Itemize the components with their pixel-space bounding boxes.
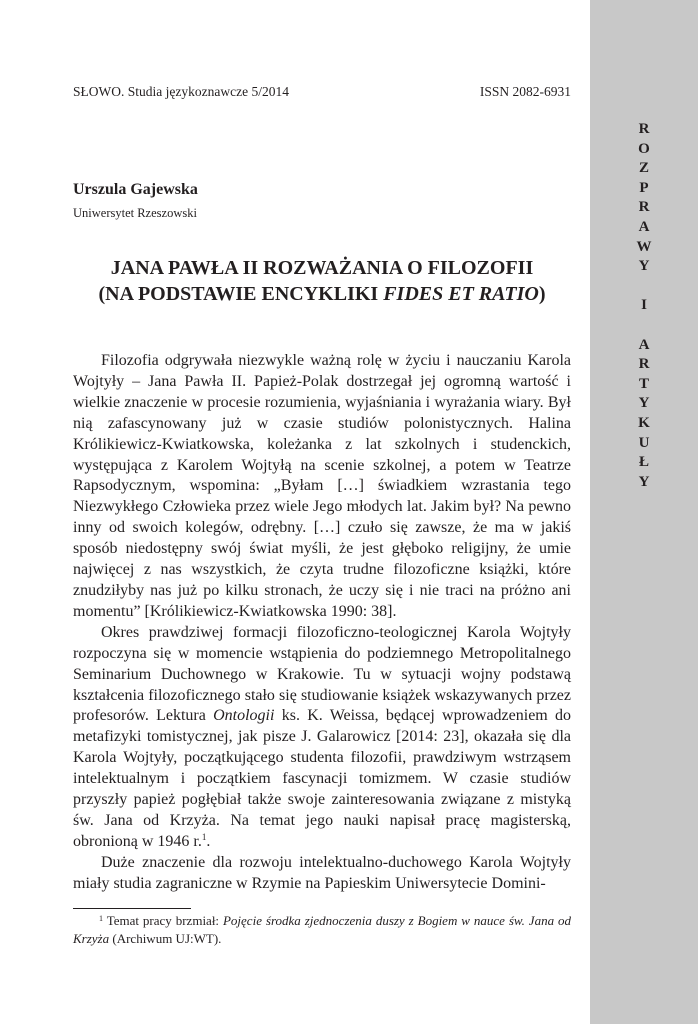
side-tab-letter: Y	[638, 395, 650, 412]
paragraph-3: Duże znaczenie dla rozwoju intelektualno-duchowego Karola Wojtyły miały studia zagraniczne w Rzymie na Papieskim Uniwersytecie Domini-	[73, 853, 571, 892]
footnote-italic: Pojęcie środka zjednoczenia duszy z Bogiem w nauce św. Jana od Krzyża	[73, 913, 572, 946]
footnote-divider	[73, 908, 191, 909]
paragraph-2-part-c: .	[206, 832, 211, 850]
side-tab-letter: R	[638, 121, 650, 137]
side-tab-letter: U	[638, 434, 650, 451]
footnote-ref[interactable]: 1	[201, 831, 207, 842]
footnote	[73, 912, 571, 948]
footnote-post: (Archiwum UJ:WT).	[109, 931, 222, 946]
title-line-2-pre: (NA PODSTAWIE ENCYKLIKI	[98, 283, 384, 305]
side-tab-letter: Ł	[638, 454, 649, 471]
title-line-2-post: )	[538, 283, 546, 305]
paragraph-2-italic: Ontologii	[213, 707, 275, 725]
title-line-1: JANA PAWŁA II ROZWAŻANIA O FILOZOFII	[110, 257, 534, 279]
paragraph-2-part-b: ks. K. Weissa, będącej wprowadzeniem do metafizyki tomistycznej, jak pisze J. Galarowicz [2014: 23], okazała się dla Karola Wojtyły, początkującego studenta filozofii, prawdziwym wstrząsem intelektualnym i początkiem fascynacji tomizmem. W czasie studiów przyszły papież pogłębiał także swoje zainteresowania związane z mistyką św. Jana od Krzyża. Na temat jego nauki napisał pracę magisterską, obronioną w 1946 r.	[73, 707, 572, 850]
title-encyclical: FIDES ET RATIO	[383, 283, 539, 305]
title-line-2	[73, 281, 571, 307]
article-body	[73, 351, 571, 895]
side-tab-letter: Y	[638, 258, 650, 275]
footnote-pre: Temat pracy brzmiał:	[103, 913, 223, 928]
section-side-tab	[590, 0, 698, 1024]
issn: ISSN 2082-6931	[479, 84, 571, 99]
side-tab-letter: K	[638, 414, 650, 431]
side-tab-letter: Z	[638, 160, 649, 177]
side-tab-letter: R	[638, 199, 650, 216]
side-tab-letter: A	[638, 218, 650, 235]
paragraph-2	[73, 623, 571, 853]
side-tab-letter: P	[639, 179, 649, 196]
side-tab-letter: R	[638, 356, 650, 373]
paragraph-1: Filozofia odgrywała niezwykle ważną rolę w życiu i nauczaniu Karola Wojtyły – Jana Pawła II. Papież-Polak dostrzegał jej ogromną wartość i wielkie znaczenie w procesie rozumienia, wyjaśniania i wyrażania wiary. Był nią zafascynowany już w czasie studiów polonistycznych. Halina Królikiewicz-Kwiatkowska, koleżanka z lat szkolnych i studenckich, występująca z Karolem Wojtyłą na scenie szkolnej, a potem w Teatrze Rapsodycznym, wspomina: „Byłam […] świadkiem wzrastania tego Niezwykłego Człowieka przez wiele Jego młodych lat. Jakim był? Na pewno inny od swoich kolegów, odrębny. […] czuło się zawsze, że ma w jakiś sposób niedostępny swój świat myśli, że jest głęboko religijny, że umie najwięcej z nas wszystkich, że czyta trudne filozoficzne książki, które znudziłyby nas już po kilku stronach, że uczy się i nie traci na próżno ani momentu” [Królikiewicz-Kwiatkowska 1990: 38].	[73, 352, 571, 620]
side-tab-letter: A	[638, 336, 650, 353]
journal-title: SŁOWO. Studia językoznawcze 5/2014	[73, 84, 289, 99]
footnote-number: 1	[99, 914, 103, 923]
author-affiliation: Uniwersytet Rzeszowski	[73, 206, 197, 220]
side-tab-letter: I	[641, 297, 647, 314]
paragraph-2-part-a: Okres prawdziwej formacji filozoficzno-teologicznej Karola Wojtyły rozpoczyna się w momencie wstąpienia do podziemnego Metropolitalnego Seminarium Duchownego w Krakowie. Tu w sytuacji wojny podstawą kształcenia filozoficznego stało się studiowanie książek wskazywanych przez profesorów. Lektura	[73, 623, 571, 725]
side-tab-letters	[590, 120, 698, 492]
article-title	[73, 255, 571, 307]
side-tab-letter: O	[638, 140, 650, 157]
side-tab-letter: T	[638, 375, 649, 392]
side-tab-letter: Y	[638, 473, 650, 490]
author-name: Urszula Gajewska	[73, 181, 198, 198]
side-tab-letter: W	[636, 238, 652, 255]
